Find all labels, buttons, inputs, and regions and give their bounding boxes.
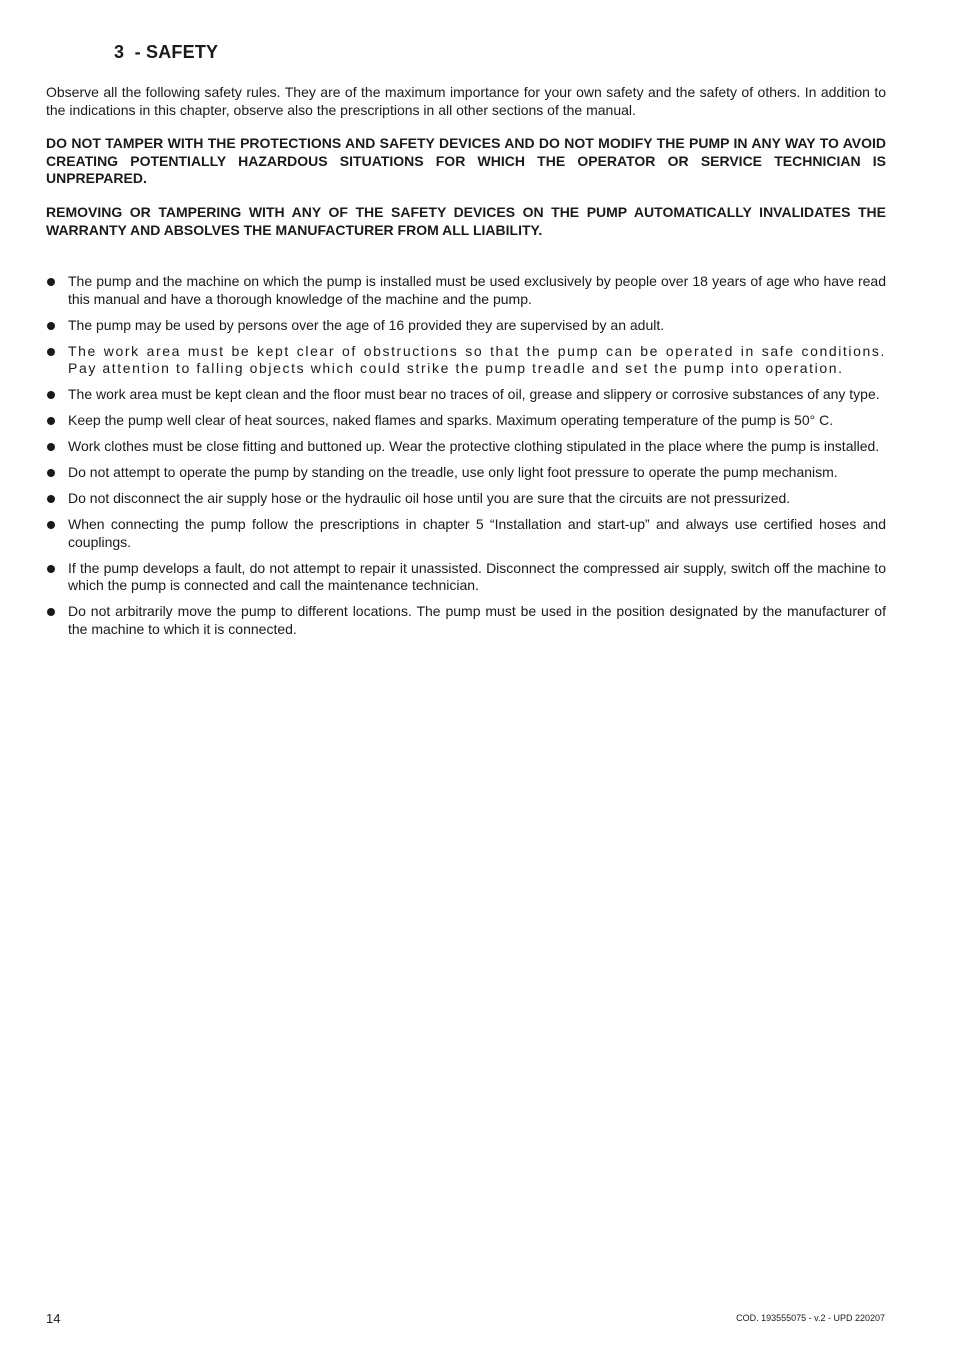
page-number: 14 (46, 1311, 61, 1326)
bullet-icon (47, 469, 55, 477)
warning-paragraph: REMOVING OR TAMPERING WITH ANY OF THE SAFETY DEVICES ON THE PUMP AUTOMATICALLY INVALIDATES THE WARRANTY AND ABSOLVES THE MANUFACTURER FROM ALL LIABILITY. (46, 204, 886, 238)
bullet-icon (47, 322, 55, 330)
list-item (46, 273, 886, 308)
list-item (46, 317, 886, 335)
bullet-icon (47, 521, 55, 529)
bullet-icon (47, 278, 55, 286)
bullet-icon (47, 608, 55, 616)
bullet-icon (47, 495, 55, 503)
list-item (46, 464, 886, 482)
list-item (46, 560, 886, 595)
bullet-icon (47, 443, 55, 451)
bullet-icon (47, 417, 55, 425)
bullet-icon (47, 391, 55, 399)
bullet-icon (47, 348, 55, 356)
warning-paragraph: DO NOT TAMPER WITH THE PROTECTIONS AND SAFETY DEVICES AND DO NOT MODIFY THE PUMP IN ANY WAY TO AVOID CREATING POTENTIALLY HAZARDOUS SITUATIONS FOR WHICH THE OPERATOR OR SERVICE TECHNICIAN IS UNPREPARED. (46, 135, 886, 186)
rule-text: When connecting the pump follow the prescriptions in chapter 5 “Installation and start-up” and always use certified hoses and couplings. (68, 516, 886, 550)
rule-text: The pump may be used by persons over the age of 16 provided they are supervised by an adult. (68, 316, 665, 333)
rule-text: If the pump develops a fault, do not attempt to repair it unassisted. Disconnect the compressed air supply, switch off the machine to which the pump is connected and call the maintenance technician. (68, 559, 886, 593)
list-item (46, 516, 886, 551)
rule-text: Do not disconnect the air supply hose or the hydraulic oil hose until you are sure that the circuits are not pressurized. (68, 490, 791, 506)
safety-rules-list (46, 273, 886, 647)
document-code: COD. 193555075 - v.2 - UPD 220207 (736, 1313, 885, 1323)
list-item (46, 412, 886, 430)
list-item (46, 490, 886, 508)
list-item (46, 343, 886, 378)
intro-paragraph: Observe all the following safety rules. They are of the maximum importance for your own safety and the safety of others. In addition to the indications in this chapter, observe also the prescriptions in all other sections of the manual. (46, 84, 886, 118)
rule-text: The work area must be kept clean and the floor must bear no traces of oil, grease and slippery or corrosive substances of any type. (68, 386, 880, 402)
rule-text: Do not attempt to operate the pump by standing on the treadle, use only light foot pressure to operate the pump mechanism. (68, 464, 838, 480)
rule-text: The work area must be kept clear of obstructions so that the pump can be operated in safe conditions. Pay attention to falling objects which could strike the pump treadle and set the pump into operation. (68, 342, 886, 376)
rule-text: The pump and the machine on which the pump is installed must be used exclusively by people over 18 years of age who have read this manual and have a thorough knowledge of the machine and the pump. (68, 273, 886, 307)
list-item (46, 603, 886, 638)
list-item (46, 386, 886, 404)
rule-text: Keep the pump well clear of heat sources, naked flames and sparks. Maximum operating temperature of the pump is 50° C. (68, 412, 834, 428)
list-item (46, 438, 886, 456)
rule-text: Work clothes must be close fitting and buttoned up. Wear the protective clothing stipulated in the place where the pump is installed. (68, 438, 880, 454)
section-title: 3 - SAFETY (114, 42, 219, 62)
rule-text: Do not arbitrarily move the pump to different locations. The pump must be used in the position designated by the manufacturer of the machine to which it is connected. (68, 603, 886, 637)
bullet-icon (47, 565, 55, 573)
